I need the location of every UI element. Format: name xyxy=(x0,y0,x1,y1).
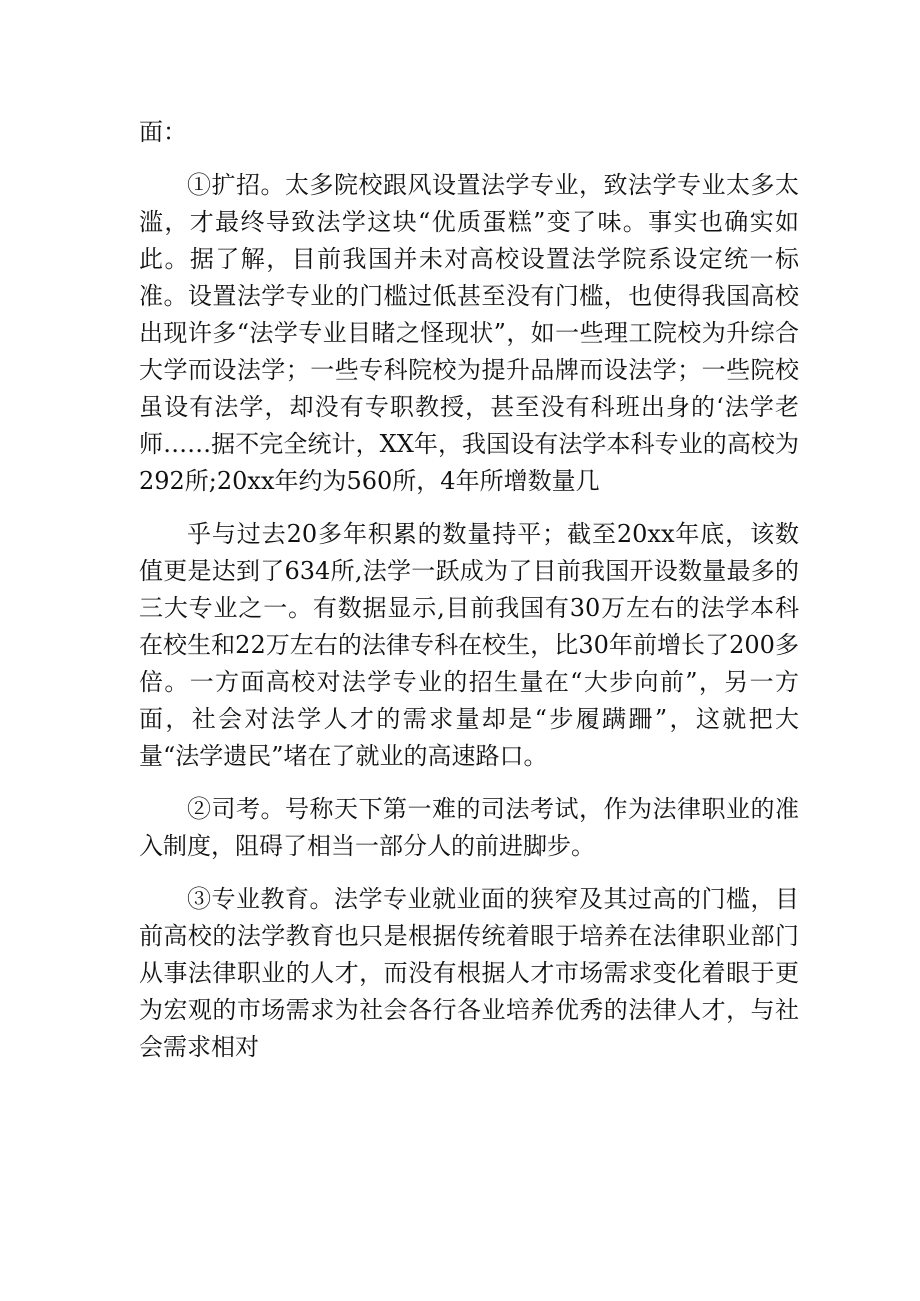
paragraph-continuation: 面： xyxy=(139,118,187,146)
paragraph-enrollment-expansion: ①扩招。太多院校跟风设置法学专业，致法学专业太多太滥，才最终导致法学这块“优质蛋糕”变了味。事实也确实如此。据了解，目前我国并未对高校设置法学院系设定统一标准。设置法学专业的门槛过低甚至没有门槛，也使得我国高校出现许多“法学专业目睹之怪现状”，如一些理工院校为升综合大学而设法学；一些专科院校为提升品牌而设法学；一些院校虽设有法学，却没有专职教授，甚至没有科班出身的‘法学老师……据不完全统计，XX年，我国设有法学本科专业的高校为292所;20xx年约为560所，4年所增数量几 xyxy=(139,171,799,495)
paragraph-professional-education: ③专业教育。法学专业就业面的狭窄及其过高的门槛，目前高校的法学教育也只是根据传统着眼于培养在法律职业部门从事法律职业的人才，而没有根据人才市场需求变化着眼于更为宏观的市场需求为社会各行各业培养优秀的法律人才，与社会需求相对 xyxy=(139,885,799,1061)
document-body xyxy=(139,114,799,1066)
paragraph-judicial-exam: ②司考。号称天下第一难的司法考试，作为法律职业的准入制度，阻碍了相当一部分人的前进脚步。 xyxy=(139,795,799,860)
paragraph-enrollment-statistics: 乎与过去20多年积累的数量持平；截至20xx年底，该数值更是达到了634所,法学一跃成为了目前我国开设数量最多的三大专业之一。有数据显示,目前我国有30万左右的法学本科在校生和22万左右的法律专科在校生，比30年前增长了200多倍。一方面高校对法学专业的招生量在“大步向前”，另一方面，社会对法学人才的需求量却是“步履蹒跚”，这就把大量“法学遗民”堵在了就业的高速路口。 xyxy=(139,520,799,770)
